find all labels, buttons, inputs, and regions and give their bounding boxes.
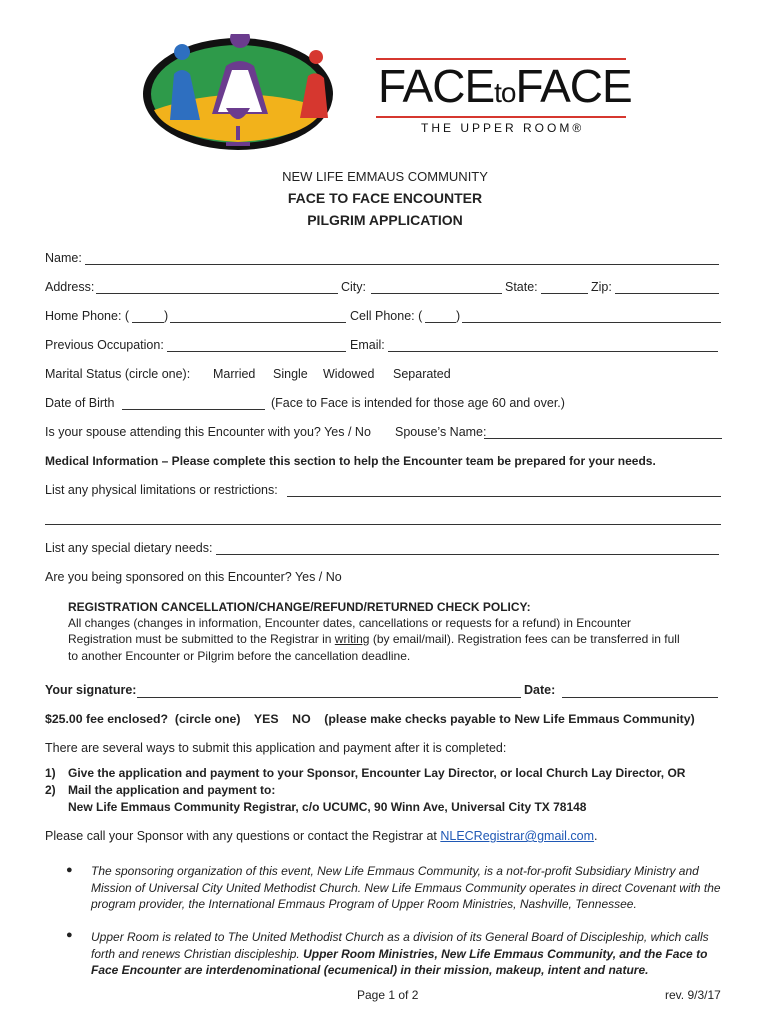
bullet-dot-1: ● bbox=[66, 864, 73, 876]
bullet-upper-room-bold: Upper Room Ministries, New Life Emmaus Community, and the Face to Face Encounter are interdenominational (ecumenical) in their mission, makeup, intent and nature. bbox=[91, 946, 708, 977]
policy-line-2 bbox=[68, 632, 680, 646]
limitations-label: List any physical limitations or restrictions: bbox=[45, 483, 278, 497]
logo-tagline: THE UPPER ROOM® bbox=[421, 121, 585, 135]
policy-line-2a: Registration must be submitted to the Registrar in bbox=[68, 632, 335, 646]
signature-label: Your signature: bbox=[45, 683, 137, 697]
state-field[interactable] bbox=[541, 293, 588, 294]
header-event: FACE TO FACE ENCOUNTER bbox=[287, 190, 483, 206]
contact-text: Please call your Sponsor with any questions or contact the Registrar at bbox=[45, 829, 441, 843]
dietary-field[interactable] bbox=[216, 554, 719, 555]
policy-line-1: All changes (changes in information, Encounter dates, cancellations or requests for a refund) in Encounter bbox=[68, 616, 631, 630]
marital-option-single[interactable]: Single bbox=[273, 367, 308, 381]
bullet-upper-room-text: Upper Room is related to The United Methodist Church as a division of its General Board of Discipleship, which calls forth and renews Christian discipleship. bbox=[91, 930, 709, 961]
email-label: Email: bbox=[350, 338, 385, 352]
policy-line-2b: (by email/mail). Registration fees can be transferred in full bbox=[369, 632, 680, 646]
limitations-field[interactable] bbox=[287, 496, 721, 497]
dob-note: (Face to Face is intended for those age 60 and over.) bbox=[271, 396, 565, 410]
zip-label: Zip: bbox=[591, 280, 612, 294]
marital-status-label: Marital Status (circle one): bbox=[45, 367, 191, 381]
home-phone-field[interactable] bbox=[170, 322, 346, 323]
medical-heading: Medical Information – Please complete this section to help the Encounter team be prepared for your needs. bbox=[45, 454, 656, 468]
dob-label: Date of Birth bbox=[45, 396, 115, 410]
logo-brand-face2: FACE bbox=[515, 60, 632, 112]
cell-phone-field[interactable] bbox=[462, 322, 721, 323]
bullet-upper-room bbox=[91, 929, 731, 979]
submission-item-1-num: 1) bbox=[45, 766, 56, 780]
policy-heading: REGISTRATION CANCELLATION/CHANGE/REFUND/RETURNED CHECK POLICY: bbox=[68, 600, 531, 614]
signature-field[interactable] bbox=[137, 697, 521, 698]
revision-date: rev. 9/3/17 bbox=[665, 988, 721, 1002]
logo-brand-face1: FACE bbox=[378, 60, 495, 112]
date-field[interactable] bbox=[562, 697, 718, 698]
submission-item-1: Give the application and payment to your Sponsor, Encounter Lay Director, or local Church Lay Director, OR bbox=[68, 766, 686, 780]
limitations-field-line2[interactable] bbox=[45, 524, 721, 525]
logo-brand bbox=[378, 62, 632, 117]
home-phone-label: Home Phone: ( bbox=[45, 309, 130, 323]
name-label: Name: bbox=[45, 251, 82, 265]
registrar-address: New Life Emmaus Community Registrar, c/o UCUMC, 90 Winn Ave, Universal City TX 78148 bbox=[68, 800, 587, 814]
marital-option-married[interactable]: Married bbox=[213, 367, 256, 381]
logo-brand-to: to bbox=[494, 77, 516, 108]
occupation-field[interactable] bbox=[167, 351, 346, 352]
marital-option-widowed[interactable]: Widowed bbox=[323, 367, 375, 381]
cell-phone-label: Cell Phone: ( bbox=[350, 309, 423, 323]
submission-intro: There are several ways to submit this application and payment after it is completed: bbox=[45, 741, 507, 755]
spouse-name-field[interactable] bbox=[484, 438, 722, 439]
submission-item-2-num: 2) bbox=[45, 783, 56, 797]
sponsored-question: Are you being sponsored on this Encounter? Yes / No bbox=[45, 570, 342, 584]
spouse-name-label: Spouse’s Name: bbox=[395, 425, 487, 439]
spouse-question: Is your spouse attending this Encounter with you? Yes / No bbox=[45, 425, 371, 439]
policy-writing: writing bbox=[334, 632, 370, 646]
zip-field[interactable] bbox=[615, 293, 719, 294]
marital-option-separated[interactable]: Separated bbox=[393, 367, 451, 381]
occupation-label: Previous Occupation: bbox=[45, 338, 164, 352]
address-field[interactable] bbox=[96, 293, 338, 294]
page-title: PILGRIM APPLICATION bbox=[307, 212, 463, 228]
registrar-email-link[interactable]: NLECRegistrar@gmail.com bbox=[440, 829, 595, 843]
cell-phone-close-paren: ) bbox=[456, 309, 461, 323]
submission-item-2: Mail the application and payment to: bbox=[68, 783, 276, 797]
state-label: State: bbox=[505, 280, 538, 294]
dob-field[interactable] bbox=[122, 409, 265, 410]
bullet-dot-2: ● bbox=[66, 929, 73, 941]
bullet-sponsoring-org: The sponsoring organization of this event, New Life Emmaus Community, is a not-for-profit Subsidiary Ministry and Mission of Universal City United Methodist Church. New Life Emmaus Community operates in direct Covenant with the program provider, the International Emmaus Program of Upper Room Ministries, Nashville, Tennessee. bbox=[91, 864, 721, 911]
policy-line-3: to another Encounter or Pilgrim before the cancellation deadline. bbox=[68, 649, 411, 663]
home-phone-close-paren: ) bbox=[164, 309, 169, 323]
contact-period: . bbox=[594, 829, 598, 843]
dietary-label: List any special dietary needs: bbox=[45, 541, 213, 555]
contact-line bbox=[45, 829, 598, 843]
city-label: City: bbox=[341, 280, 366, 294]
cell-phone-area-code-field[interactable] bbox=[425, 322, 456, 323]
page-number: Page 1 of 2 bbox=[357, 988, 419, 1002]
date-label: Date: bbox=[524, 683, 556, 697]
name-field[interactable] bbox=[85, 264, 719, 265]
city-field[interactable] bbox=[371, 293, 502, 294]
fee-line: $25.00 fee enclosed? (circle one) YES NO (please make checks payable to New Life Emmaus Community) bbox=[45, 712, 695, 726]
header-org: NEW LIFE EMMAUS COMMUNITY bbox=[282, 169, 488, 184]
email-field[interactable] bbox=[388, 351, 718, 352]
home-phone-area-code-field[interactable] bbox=[132, 322, 164, 323]
address-label: Address: bbox=[45, 280, 95, 294]
